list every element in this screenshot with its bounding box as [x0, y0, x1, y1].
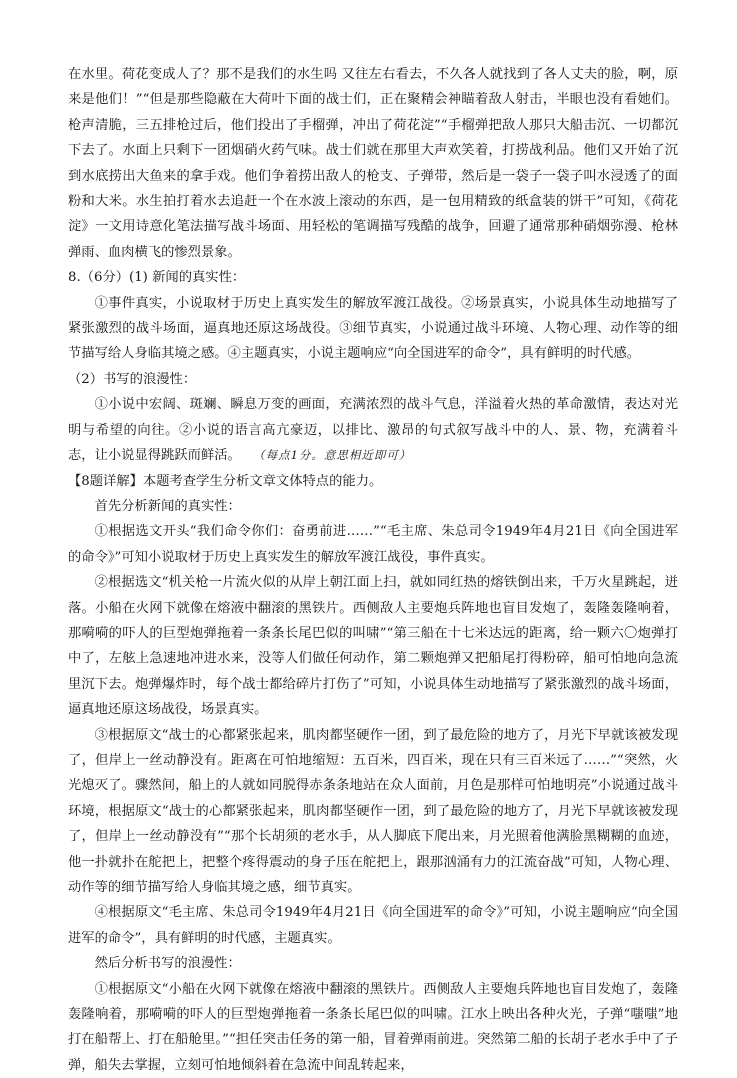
- document-page: [68, 62, 678, 1078]
- analysis-romantic-point-1: ①根据原文“小船在火网下就像在熔液中翻滚的黑铁片。西侧敌人主要炮兵阵地也盲目发炮了，轰隆轰隆响着，那嗬嗬的吓人的巨型炮弹拖着一条条长尾巴似的叫啸。江水上映出各种火光，子弹“嗤嗤”地打在船帮上、打在船舱里。”“担任突击任务的第一船，冒着弹雨前进。突然第二船的长胡子老水手中了子弹，船失去掌握，立刻可怕地倾斜着在急流中间乱转起来，: [68, 981, 678, 1073]
- analysis-point-3: ③根据原文“战士的心都紧张起来，肌肉都坚硬作一团，到了最危险的地方了，月光下早就该被发现了，但岸上一丝动静没有。距离在可怕地缩短：五百米，四百米，现在只有三百米远了……”“突然，火光熄灭了。骤然间，船上的人就如同脱得赤条条地站在众人面前，月色是那样可怕地明亮”小说通过战斗环境，根据原文“战士的心都紧张起来，肌肉都坚硬作一团，到了最危险的地方了，月光下早就该被发现了，但岸上一丝动静没有”“那个长胡须的老水手，从人脚底下爬出来，月光照着他满脸黑糊糊的血迹，他一扑就扑在舵把上，把整个疼得震动的身子压在舵把上，跟那汹涌有力的江流奋战”可知，人物心理、动作等的细节描写给人身临其境之感，细节真实。: [68, 727, 678, 895]
- question-8-heading: 8.（6分）(1) 新闻的真实性：: [68, 270, 246, 286]
- paragraph-intro-quote: 在水里。荷花变成人了？那不是我们的水生吗 又往左右看去，不久各人就找到了各人丈夫的脸，啊，原来是他们！”“但是那些隐蔽在大荷叶下面的战士们，正在聚精会神瞄着敌人射击，半眼也没有看她们。枪声清脆，三五排枪过后，他们投出了手榴弹，冲出了荷花淀”“手榴弹把敌人那只大船击沉、一切都沉下去了。水面上只剩下一团烟硝火药气味。战士们就在那里大声欢笑着，打捞战利品。他们又开始了沉到水底捞出大鱼来的拿手戏。他们争着捞出敌人的枪支、子弹带，然后是一袋子一袋子叫水浸透了的面粉和大米。水生拍打着水去追赶一个在水波上滚动的东西，是一包用精致的纸盒装的饼干”可知，《荷花淀》一文用诗意化笔法描写战斗场面、用轻松的笔调描写残酷的战争，回避了通常那种硝烟弥漫、枪林弹雨、血肉横飞的惨烈景象。: [68, 67, 678, 260]
- analysis-intro-authenticity: 首先分析新闻的真实性：: [94, 498, 241, 514]
- answer-romantic-text: ①小说中宏阔、斑斓、瞬息万变的画面，充满浓烈的战斗气息，洋溢着火热的革命激情，表达对光明与希望的向往。②小说的语言高亢豪迈，以排比、激昂的句式叙写战斗中的人、景、物，充满着斗志，让小说显得跳跃而鲜活。: [68, 397, 678, 464]
- analysis-point-2: ②根据选文“机关枪一片流火似的从岸上朝江面上扫，就如同红热的熔铁倒出来，千万火星跳起，迸落。小船在火网下就像在熔液中翻滚的黑铁片。西侧敌人主要炮兵阵地也盲目发炮了，轰隆轰隆响着，那嗬嗬的吓人的巨型炮弹拖着一条条长尾巴似的叫啸”“第三船在十七米达远的距离，给一颗六〇炮弹打中了，左舷上急速地冲进水来，没等人们做任何动作，第二颗炮弹又把船尾打得粉碎，船可怕地向急流里沉下去。炮弹爆炸时，每个战士都给碎片打伤了”可知，小说具体生动地描写了紧张激烈的战斗场面，逼真地还原这场战役，场景真实。: [68, 575, 678, 718]
- answer-news-authenticity: ①事件真实，小说取材于历史上真实发生的解放军渡江战役。②场景真实，小说具体生动地描写了紧张激烈的战斗场面，逼真地还原这场战役。③细节真实，小说通过战斗环境、人物心理、动作等的细节描写给人身临其境之感。④主题真实，小说主题响应“向全国进军的命令”，具有鲜明的时代感。: [68, 295, 678, 362]
- answer-romantic-heading: （2）书写的浪漫性：: [68, 371, 197, 387]
- detail-explanation-heading: 【8题详解】本题考查学生分析文章文体特点的能力。: [68, 473, 383, 489]
- analysis-point-1: ①根据选文开头“我们命令你们：奋勇前进……”“毛主席、朱总司令1949年4月21日《向全国进军的命令》”可知小说取材于历史上真实发生的解放军渡江战役，事件真实。: [68, 524, 678, 565]
- analysis-intro-romantic: 然后分析书写的浪漫性：: [94, 956, 241, 972]
- scoring-note: （每点1分。意思相近即可）: [258, 448, 412, 463]
- analysis-point-4: ④根据原文“毛主席、朱总司令1949年4月21日《向全国进军的命令》”可知，小说主题响应“向全国进军的命令”，具有鲜明的时代感，主题真实。: [68, 905, 678, 946]
- answer-romantic-writing: [68, 392, 678, 468]
